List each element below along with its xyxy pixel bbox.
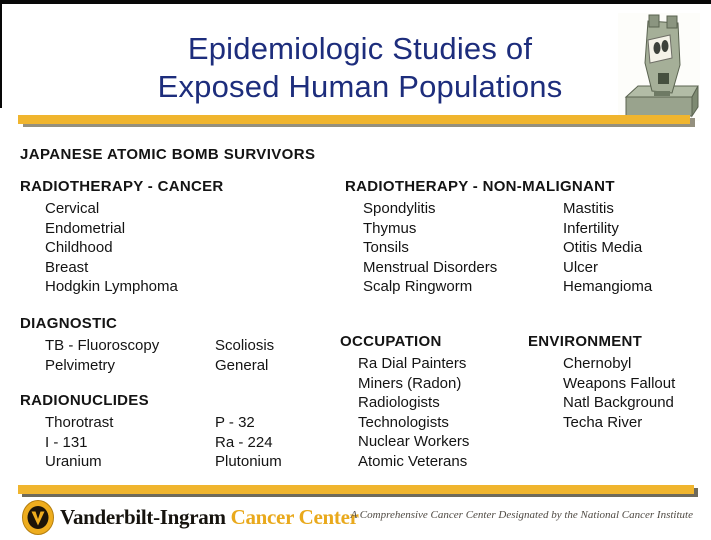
list-item: Breast	[45, 258, 89, 276]
header-radiotherapy-cancer: RADIOTHERAPY - CANCER	[20, 178, 224, 195]
slide-title-line2: Exposed Human Populations	[157, 69, 563, 104]
title-divider-bar	[18, 115, 690, 124]
list-item: Uranium	[45, 453, 102, 470]
list-item: Ulcer	[563, 258, 599, 276]
list-item: Spondylitis	[363, 200, 436, 217]
header-environment: ENVIRONMENT	[528, 333, 643, 350]
list-item: I - 131	[45, 433, 88, 451]
list-radiotherapy-nonmalignant-col1	[363, 199, 497, 297]
list-item: Radiologists	[358, 394, 440, 411]
list-item: Natl Background	[563, 394, 674, 411]
header-radionuclides: RADIONUCLIDES	[20, 392, 149, 409]
list-item: Chernobyl	[563, 355, 632, 372]
list-item: Endometrial	[45, 219, 126, 237]
list-occupation	[358, 354, 469, 471]
vanderbilt-logo-icon	[22, 500, 54, 535]
list-item: TB - Fluoroscopy	[45, 337, 160, 354]
header-radiotherapy-nonmalignant: RADIOTHERAPY - NON-MALIGNANT	[345, 178, 615, 195]
list-item: Weapons Fallout	[563, 374, 676, 392]
list-item: Plutonium	[215, 453, 282, 470]
brand-cancer-center: Cancer Center	[230, 505, 359, 529]
xray-machine-image	[618, 13, 700, 121]
list-item: Ra - 224	[215, 433, 273, 451]
list-item: Infertility	[563, 219, 619, 237]
list-item: Pelvimetry	[45, 356, 116, 374]
list-item: P - 32	[215, 414, 255, 431]
list-item: Scoliosis	[215, 337, 275, 354]
list-radiotherapy-nonmalignant-col2	[563, 199, 652, 297]
list-item: Menstrual Disorders	[363, 258, 498, 276]
list-item: Scalp Ringworm	[363, 278, 473, 295]
list-item: Nuclear Workers	[358, 433, 470, 450]
list-item: Atomic Veterans	[358, 452, 468, 470]
list-item: Miners (Radon)	[358, 374, 462, 392]
list-item: Thorotrast	[45, 414, 114, 431]
list-item: Hodgkin Lymphoma	[45, 278, 178, 295]
list-item: Thymus	[363, 219, 417, 237]
footer-tagline: A Comprehensive Cancer Center Designated by the National Cancer Institute	[350, 509, 693, 521]
list-item: Techa River	[563, 413, 643, 431]
slide-left-border	[0, 0, 2, 108]
list-item: Cervical	[45, 200, 100, 217]
header-diagnostic: DIAGNOSTIC	[20, 315, 118, 332]
list-radionuclides-col2	[215, 413, 282, 472]
list-diagnostic-col2	[215, 336, 274, 375]
brand-vanderbilt-ingram: Vanderbilt-Ingram	[60, 505, 226, 529]
slide-title-line1: Epidemiologic Studies of	[187, 31, 533, 66]
list-item: Mastitis	[563, 200, 614, 217]
heading-japanese-survivors: JAPANESE ATOMIC BOMB SURVIVORS	[20, 146, 316, 163]
footer-brand-wordmark	[60, 505, 359, 530]
list-radiotherapy-cancer	[45, 199, 178, 297]
list-item: Childhood	[45, 239, 113, 256]
list-item: Technologists	[358, 413, 449, 431]
list-item: Hemangioma	[563, 278, 653, 295]
list-diagnostic-col1	[45, 336, 159, 375]
list-item: General	[215, 356, 269, 374]
list-item: Tonsils	[363, 239, 409, 256]
footer-divider-bar	[18, 485, 694, 494]
header-occupation: OCCUPATION	[340, 333, 442, 350]
list-environment	[563, 354, 675, 432]
list-item: Otitis Media	[563, 239, 643, 256]
list-radionuclides-col1	[45, 413, 113, 472]
list-item: Ra Dial Painters	[358, 355, 467, 372]
slide-top-border	[0, 0, 711, 4]
slide-title	[55, 30, 665, 106]
